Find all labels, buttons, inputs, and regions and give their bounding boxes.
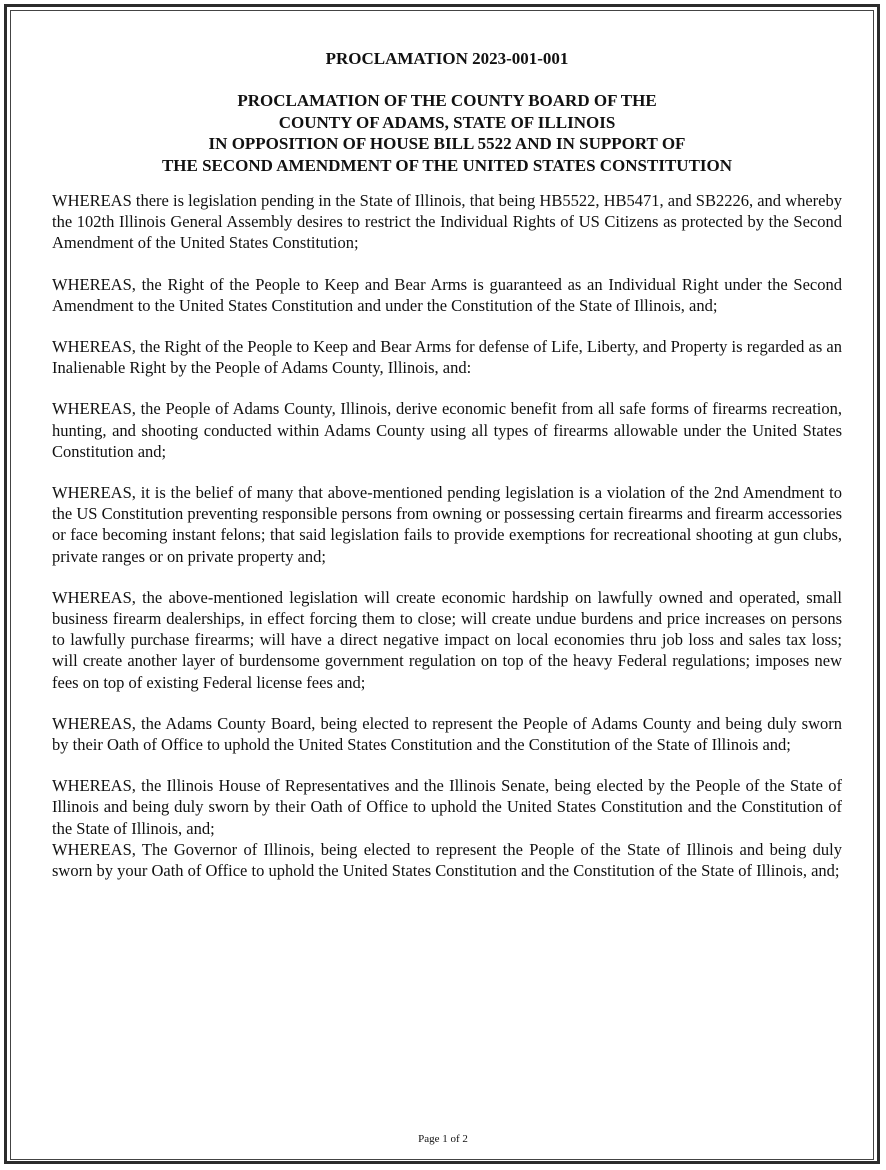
title-line: THE SECOND AMENDMENT OF THE UNITED STATES CONSTITUTION — [161, 155, 733, 175]
title-line: IN OPPOSITION OF HOUSE BILL 5522 AND IN SUPPORT OF — [208, 134, 686, 153]
whereas-paragraph: WHEREAS, it is the belief of many that above-mentioned pending legislation is a violation of the 2nd Amendment to the US Constitution preventing responsible persons from owning or possessing certain firearms and firearm accessories or face becoming instant felons; that said legislation fails to provide exemptions for recreational shooting at gun clubs, private ranges or on private property and; — [52, 483, 842, 566]
whereas-paragraph: WHEREAS, the Illinois House of Representatives and the Illinois Senate, being elected by the People of the State of Illinois and being duly sworn by their Oath of Office to uphold the United States Constitution and the Constitution of the State of Illinois, and; — [52, 776, 842, 838]
proclamation-title — [52, 90, 842, 176]
proclamation-number: PROCLAMATION 2023-001-001 — [325, 49, 569, 68]
title-line: PROCLAMATION OF THE COUNTY BOARD OF THE — [237, 91, 657, 110]
whereas-paragraph: WHEREAS, the Adams County Board, being elected to represent the People of Adams County and being duly sworn by their Oath of Office to uphold the United States Constitution and the Constitution of the State of Illinois and; — [52, 713, 842, 755]
whereas-paragraph: WHEREAS, The Governor of Illinois, being elected to represent the People of the State of Illinois and being duly sworn by your Oath of Office to uphold the United States Constitution and the Constitution of the State of Illinois, and; — [52, 839, 842, 881]
whereas-paragraph: WHEREAS, the above-mentioned legislation will create economic hardship on lawfully owned and operated, small business firearm dealerships, in effect forcing them to close; will create undue burdens and price increases on persons to lawfully purchase firearms; will have a direct negative impact on local economies thru job loss and sales tax loss; will create another layer of burdensome government regulation on top of the heavy Federal regulations; imposes new fees on top of existing Federal license fees and; — [52, 587, 842, 692]
proclamation-page — [52, 48, 842, 1098]
whereas-paragraph: WHEREAS, the Right of the People to Keep and Bear Arms for defense of Life, Liberty, and Property is regarded as an Inalienable Right by the People of Adams County, Illinois, and: — [52, 337, 842, 378]
whereas-paragraph: WHEREAS, the People of Adams County, Illinois, derive economic benefit from all safe forms of firearms recreation, hunting, and shooting conducted within Adams County using all types of firearms allowable under the United States Constitution and; — [52, 399, 842, 461]
title-line: COUNTY OF ADAMS, STATE OF ILLINOIS — [278, 112, 616, 132]
page-number-footer: Page 1 of 2 — [418, 1133, 468, 1145]
whereas-paragraph: WHEREAS there is legislation pending in the State of Illinois, that being HB5522, HB5471, and SB2226, and whereby the 102th Illinois General Assembly desires to restrict the Individual Rights of US Citizens as protected by the Second Amendment of the United States Constitution; — [52, 191, 842, 253]
whereas-paragraph: WHEREAS, the Right of the People to Keep and Bear Arms is guaranteed as an Individual Right under the Second Amendment to the United States Constitution and under the Constitution of the State of Illinois, and; — [52, 274, 842, 315]
